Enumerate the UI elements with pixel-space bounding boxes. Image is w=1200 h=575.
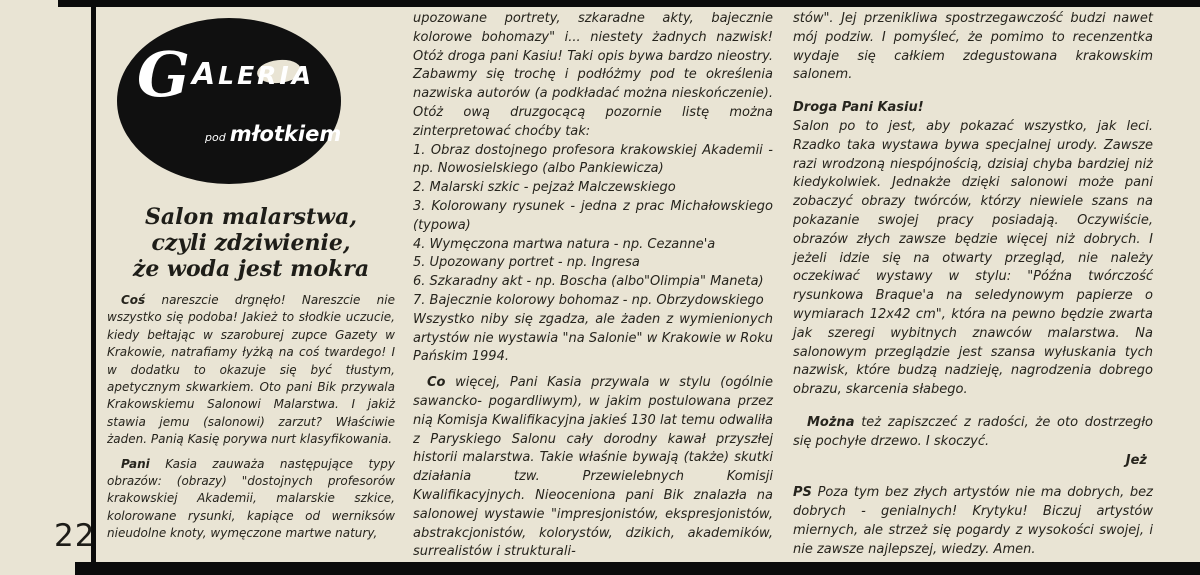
list-item-7: 7. Bajecznie kolorowy bohomaz - np. Obrzydowskiego [413, 292, 764, 308]
list-item-6: 6. Szkaradny akt - np. Boscha (albo"Olimpia" Maneta) [413, 274, 764, 290]
top-rule [58, 0, 1200, 7]
title-line-2: czyli zdziwienie, [151, 230, 351, 256]
paragraph-right-1: stów". Jej przenikliwa spostrzegawczość budzi nawet mój podziw. I pomyśleć, że pomimo to recenzentka wydaje się całkiem zdegustowana krakowskim salonem. [793, 11, 1153, 83]
paragraph-heading: Droga Pani Kasiu! [793, 100, 924, 116]
logo-word-pod: pod [205, 131, 226, 144]
paragraph-text: też zapiszczeć z radości, że oto dostrzegło się pochyłe drzewo. I skoczyć. [793, 414, 1153, 449]
paragraph-left-2 [107, 456, 395, 543]
galeria-pod-mlotkiem-logo [117, 18, 341, 184]
paragraph-text: więcej, Pani Kasia przywala w stylu (ogólnie sawancko- pogardliwym), w jakim postulowana przez nią Komisja Kwalifikacyjna jakieś 130 lat temu odwaliła z Paryskiego Salonu cały dorodny kawał przyszłej historii malarstwa. Takie właśnie bywają (także) skutki działania tzw. Przewielebnych Komisji Kwalifikacyjnych. Nieoceniona pani Bik znalazła na salonowej wystawie "impresjonistów, ekspresjonistów, abstrakcjonistów, kolorystów, dzikich, akademików, surrealistów i strukturali- [413, 375, 773, 560]
lead-word: PS [793, 485, 812, 501]
list-item-3: 3. Kolorowany rysunek - jedna z prac Michałowskiego (typowa) [413, 198, 773, 233]
column-right [793, 10, 1153, 560]
author-signature: Jeż [1125, 452, 1147, 468]
title-line-3: że woda jest mokra [132, 256, 370, 282]
bottom-rule [75, 562, 1200, 575]
paragraph-text: Kasia zauważa następujące typy obrazów: (obrazy) "dostojnych profesorów krakowskiej Akademii, malarskie szkice, kolorowane rysunki, kapiące od werniksów nieudolne knoty, wymęczone martwe natury, [107, 456, 395, 541]
lead-word: Można [807, 414, 855, 430]
paragraph-middle-2 [413, 374, 773, 562]
paragraph-middle-after-list: Wszystko niby się zgadza, ale żaden z wymienionych artystów nie wystawia "na Salonie" w Krakowie w Roku Pańskim 1994. [413, 311, 773, 365]
logo-letter-g: G [137, 38, 190, 111]
column-middle [413, 10, 773, 562]
logo-wordmark [137, 38, 315, 111]
paragraph-text: Poza tym bez złych artystów nie ma dobrych, bez dobrych - genialnych! Krytyku! Biczuj artystów miernych, ale strzeż się pogardy z wysokości swojej, i nie zawsze najlepszej, wiedzy. Amen. [793, 485, 1153, 557]
paragraph-right-3 [793, 414, 1153, 452]
paragraph-postscript [793, 484, 1153, 559]
lead-word: Pani [121, 456, 150, 471]
list-item-5: 5. Upozowany portret - np. Ingresa [413, 255, 640, 271]
list-item-1: 1. Obraz dostojnego profesora krakowskiej Akademii - np. Nowosielskiego (albo Pankiewicza) [413, 142, 773, 177]
article-title [107, 204, 395, 282]
paragraph-right-2: Salon po to jest, aby pokazać wszystko, jak leci. Rzadko taka wystawa bywa specjalnej urody. Zawsze razi wrodzoną niespójnością, dzisiaj chyba bardziej niż kiedykolwiek. Jednakże dzięki salonowi może pani zobaczyć obrazy twórców, którzy niewiele szans na pokazanie swojej pracy posiadają. Oczywiście, obrazów złych zawsze będzie więcej niż dobrych. I jeżeli idzie się na otwarty przegląd, nie należy oczekiwać wystawy w stylu: "Późna twórczość rysunkowa Braque'a na seledynowym papierze o wymiarach 12x42 cm", która na pewno będzie zwarta jak szeregi wybitnych znawców malarstwa. Na salonowym przeglądzie jest szansa wyłuskania tych nazwisk, które budzą nadzieję, nagrodzenia dobrego obrazu, skarcenia słabego. [793, 118, 1153, 398]
paragraph-middle-intro: upozowane portrety, szkaradne akty, bajecznie kolorowe bohomazy" i... niestety żadnych nazwisk! Otóż droga pani Kasiu! Taki opis bywa bardzo nieostry. Zabawmy się trochę i podłóżmy pod te określenia nazwiska autorów (a podkładać można nieskończenie). Otóż ową druzgocącą pozornie listę można zinterpretować choćby tak: [413, 11, 773, 139]
list-item-4: 4. Wymęczona martwa natura - np. Cezanne'a [413, 236, 716, 252]
logo-letter-a: A [191, 57, 216, 92]
lead-word: Coś [121, 293, 146, 307]
logo-subtitle [205, 122, 342, 146]
logo-letters-leria: LERIA [218, 61, 315, 90]
title-line-1: Salon malarstwa, [145, 204, 357, 230]
paragraph-left-1 [107, 292, 395, 449]
logo-word-mlotkiem: młotkiem [229, 122, 342, 146]
list-item-2: 2. Malarski szkic - pejzaż Malczewskiego [413, 180, 676, 196]
lead-word: Co [427, 375, 446, 391]
column-left [107, 16, 395, 543]
left-margin-rule [91, 0, 96, 575]
paragraph-text: nareszcie drgnęło! Nareszcie nie wszystko się podoba! Jakież to słodkie uczucie, kiedy bełtając w szaroburej zupce Gazety w Krakowie, natrafiamy łyżką na coś twardego! I w dodatku to okazuje się być tłustym, apetycznym skwarkiem. Oto pani Bik przywala Krakowskiemu Salonowi Malarstwa. I jakiż stawia jemu (salonowi) zarzut? Właściwie żaden. Panią Kasię porywa nurt klasyfikowania. [107, 293, 395, 447]
page-number: 22 [54, 518, 96, 554]
